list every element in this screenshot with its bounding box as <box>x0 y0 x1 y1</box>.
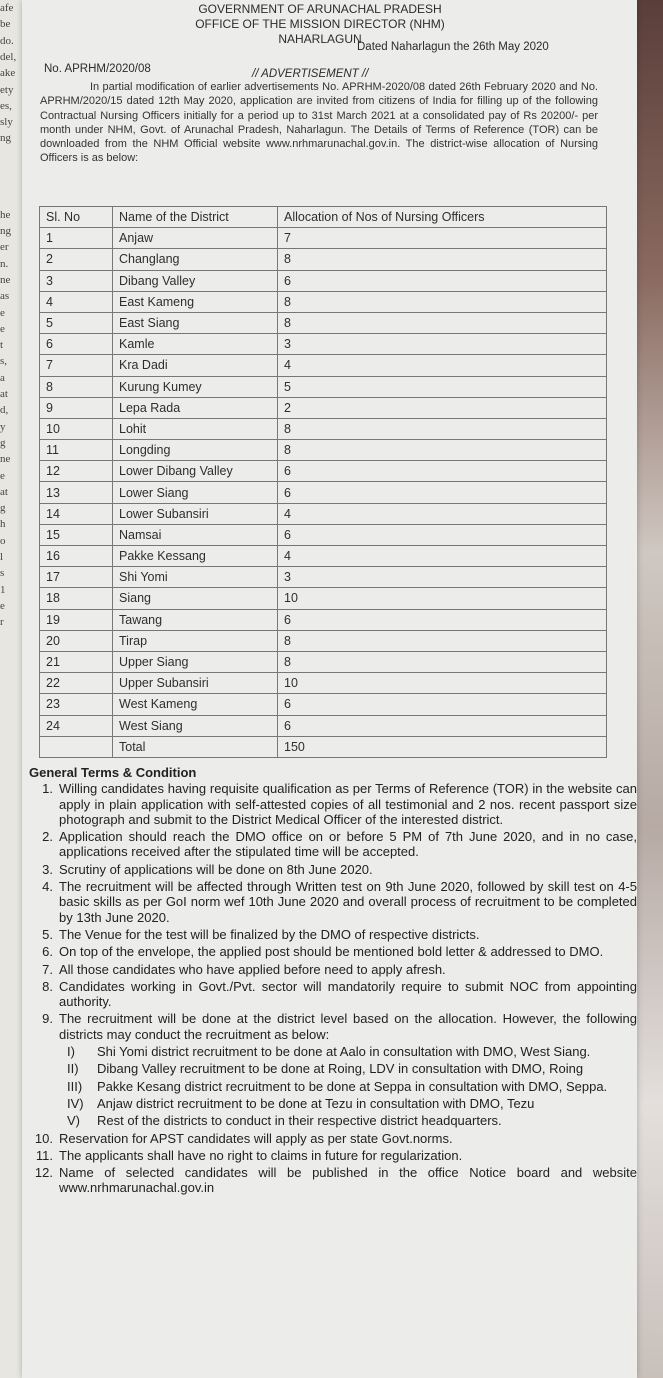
term-item <box>27 979 637 1010</box>
slno-cell: 20 <box>40 630 113 651</box>
term-number: 10. <box>34 1130 53 1146</box>
allocation-cell: 8 <box>278 291 607 312</box>
allocation-cell: 6 <box>278 609 607 630</box>
govt-title: GOVERNMENT OF ARUNACHAL PRADESH <box>198 2 442 16</box>
district-cell: East Kameng <box>113 291 278 312</box>
term-number: 4. <box>42 879 53 895</box>
allocation-table <box>39 206 607 758</box>
district-cell: Anjaw <box>113 228 278 249</box>
district-cell: Pakke Kessang <box>113 546 278 567</box>
terms-list <box>27 781 637 1195</box>
edge-fragment: a <box>0 371 5 384</box>
table-row <box>40 228 607 249</box>
slno-cell: 18 <box>40 588 113 609</box>
edge-fragment: er <box>0 241 9 254</box>
table-header-row <box>40 207 607 228</box>
table-row <box>40 524 607 545</box>
table-row <box>40 397 607 418</box>
allocation-cell: 3 <box>278 567 607 588</box>
allocation-cell: 8 <box>278 440 607 461</box>
slno-cell: 24 <box>40 715 113 736</box>
table-row <box>40 291 607 312</box>
slno-cell: 4 <box>40 291 113 312</box>
table-row <box>40 270 607 291</box>
term-number: 12. <box>34 1165 53 1181</box>
term-text: Dibang Valley recruitment to be done at Roing, LDV in consultation with DMO, Roing <box>97 1061 584 1077</box>
term-text: The applicants shall have no right to claims in future for regularization. <box>59 1147 463 1163</box>
allocation-cell: 6 <box>278 524 607 545</box>
slno-cell: 8 <box>40 376 113 397</box>
slno-cell: 7 <box>40 355 113 376</box>
term-number: 3. <box>42 861 53 877</box>
edge-fragment: afe <box>0 2 14 14</box>
edge-fragment: r <box>0 616 4 629</box>
term-item <box>27 829 637 860</box>
district-cell: Kra Dadi <box>113 355 278 376</box>
slno-cell: 21 <box>40 651 113 672</box>
office-location: NAHARLAGUN <box>278 32 362 46</box>
term-number: 1. <box>42 781 53 797</box>
table-row <box>40 715 607 736</box>
edge-fragment: g <box>0 436 6 449</box>
slno-cell: 5 <box>40 312 113 333</box>
table-row <box>40 567 607 588</box>
edge-fragment: e <box>0 306 5 319</box>
term-number: 2. <box>42 829 53 845</box>
slno-cell: 19 <box>40 609 113 630</box>
term-text: Shi Yomi district recruitment to be done at Aalo in consultation with DMO, West Siang. <box>97 1044 591 1060</box>
slno-cell: 12 <box>40 461 113 482</box>
table-row <box>40 376 607 397</box>
notice-paper <box>22 0 637 1378</box>
edge-fragment: do. <box>0 34 14 47</box>
term-number: V) <box>67 1113 80 1129</box>
district-cell: Tirap <box>113 630 278 651</box>
slno-cell: 13 <box>40 482 113 503</box>
term-number: I) <box>67 1044 75 1060</box>
slno-cell: 22 <box>40 673 113 694</box>
table-row <box>40 461 607 482</box>
term-item <box>27 862 637 877</box>
allocation-cell: 6 <box>278 270 607 291</box>
allocation-cell: 6 <box>278 715 607 736</box>
district-cell: Upper Siang <box>113 651 278 672</box>
edge-fragment: t <box>0 339 4 352</box>
allocation-cell: 10 <box>278 673 607 694</box>
table-row <box>40 482 607 503</box>
total-value: 150 <box>278 736 607 757</box>
table-row <box>40 312 607 333</box>
edge-fragment: es, <box>0 99 12 112</box>
table-row <box>40 609 607 630</box>
edge-fragment: s <box>0 567 5 580</box>
term-item <box>27 1148 637 1163</box>
district-cell: Lower Dibang Valley <box>113 461 278 482</box>
slno-cell: 9 <box>40 397 113 418</box>
term-number: 11. <box>35 1147 53 1163</box>
term-number: IV) <box>67 1095 84 1111</box>
edge-fragment: h <box>0 518 6 531</box>
edge-fragment: at <box>0 485 8 498</box>
edge-fragment: at <box>0 388 8 400</box>
term-item <box>27 1165 637 1196</box>
table-total-row <box>40 736 607 757</box>
slno-cell: 16 <box>40 546 113 567</box>
header-allocation: Allocation of Nos of Nursing Officers <box>278 207 607 228</box>
header-district: Name of the District <box>113 207 278 228</box>
district-cell: Longding <box>113 440 278 461</box>
allocation-cell: 4 <box>278 355 607 376</box>
term-sub-item <box>67 1096 637 1111</box>
edge-fragment: be <box>0 18 11 31</box>
table-row <box>40 418 607 439</box>
term-text: Name of selected candidates will be published in the office Notice board and website www.nrhmarunachal.gov.in <box>59 1165 637 1196</box>
slno-cell: 10 <box>40 418 113 439</box>
allocation-cell: 8 <box>278 630 607 651</box>
term-text: All those candidates who have applied before need to apply afresh. <box>59 961 446 977</box>
term-sub-item <box>67 1044 637 1059</box>
table-row <box>40 651 607 672</box>
district-cell: Lepa Rada <box>113 397 278 418</box>
term-number: 8. <box>42 978 53 994</box>
edge-fragment: e <box>0 322 5 335</box>
edge-fragment: ety <box>0 83 14 96</box>
district-cell: Namsai <box>113 524 278 545</box>
district-cell: Tawang <box>113 609 278 630</box>
table-row <box>40 694 607 715</box>
edge-fragment: sly <box>0 116 13 129</box>
term-item <box>27 944 637 959</box>
term-sub-item <box>67 1079 637 1094</box>
edge-fragment: o <box>0 534 6 547</box>
district-cell: Lohit <box>113 418 278 439</box>
term-text: Application should reach the DMO office on or before 5 PM of 7th June 2020, and in no case, applications received after the stipulated time will be accepted. <box>59 829 637 860</box>
table-row <box>40 546 607 567</box>
term-number: III) <box>67 1078 83 1094</box>
total-empty-cell <box>40 736 113 757</box>
allocation-cell: 8 <box>278 418 607 439</box>
table-row <box>40 440 607 461</box>
district-cell: Siang <box>113 588 278 609</box>
edge-fragment: ake <box>0 67 16 80</box>
district-cell: West Siang <box>113 715 278 736</box>
table-row <box>40 588 607 609</box>
term-text: Candidates working in Govt./Pvt. sector will mandatorily require to submit NOC from appointing authority. <box>59 978 637 1010</box>
slno-cell: 15 <box>40 524 113 545</box>
table-row <box>40 673 607 694</box>
allocation-cell: 4 <box>278 546 607 567</box>
term-number: II) <box>67 1061 79 1077</box>
edge-fragment: g <box>0 502 6 515</box>
term-item <box>27 1011 637 1042</box>
term-text: The Venue for the test will be finalized by the DMO of respective districts. <box>59 926 480 942</box>
term-number: 6. <box>42 944 53 960</box>
district-cell: Shi Yomi <box>113 567 278 588</box>
edge-fragment: ne <box>0 273 11 286</box>
edge-fragment: n. <box>0 257 9 270</box>
term-text: The recruitment will be affected through Written test on 9th June 2020, followed by skill test on 4-5 basic skills as per GoI norm wef 10th June 2020 and overall process of recruitment to be completed by 13th June 2020. <box>59 879 637 925</box>
allocation-cell: 8 <box>278 312 607 333</box>
edge-fragment: 1 <box>0 583 6 596</box>
table-row <box>40 630 607 651</box>
allocation-cell: 7 <box>278 228 607 249</box>
term-text: Scrutiny of applications will be done on 8th June 2020. <box>59 861 373 877</box>
terms-title: General Terms & Condition <box>29 765 197 780</box>
edge-fragment: l <box>0 551 4 563</box>
district-cell: Upper Subansiri <box>113 673 278 694</box>
slno-cell: 2 <box>40 249 113 270</box>
table-row <box>40 334 607 355</box>
slno-cell: 17 <box>40 567 113 588</box>
edge-fragment: y <box>0 420 6 433</box>
table-row <box>40 503 607 524</box>
edge-fragment: d, <box>0 404 9 417</box>
district-cell: West Kameng <box>113 694 278 715</box>
district-cell: Changlang <box>113 249 278 270</box>
term-item <box>27 1131 637 1146</box>
slno-cell: 1 <box>40 228 113 249</box>
term-text: Anjaw district recruitment to be done at Tezu in consultation with DMO, Tezu <box>97 1095 535 1111</box>
term-item <box>27 927 637 942</box>
table-row <box>40 355 607 376</box>
term-item <box>27 962 637 977</box>
district-cell: East Siang <box>113 312 278 333</box>
table-row <box>40 249 607 270</box>
slno-cell: 23 <box>40 694 113 715</box>
edge-fragment: ng <box>0 132 11 145</box>
edge-fragment: e <box>0 599 5 612</box>
allocation-cell: 8 <box>278 249 607 270</box>
slno-cell: 11 <box>40 440 113 461</box>
intro-paragraph: In partial modification of earlier advertisements No. APRHM-2020/08 dated 26th February 2020 and No. APRHM/2020/15 dated 12th May 2020, application are invited from citizens of India for filling up of the following Contractual Nursing Officers initially for a period up to 31st March 2021 at a consolidated pay of Rs 20200/- per month under NHM, Govt. of Arunachal Pradesh, Naharlagun. The Details of Terms of Reference (TOR) can be downloaded from the NHM Official website www.nrhmarunachal.gov.in. The district-wise allocation of Nursing Officers is as below: <box>40 81 598 165</box>
allocation-cell: 10 <box>278 588 607 609</box>
term-sub-item <box>67 1113 637 1128</box>
edge-fragment: del, <box>0 50 17 63</box>
edge-fragment: he <box>0 208 11 221</box>
date-line: Dated Naharlagun the 26th May 2020 <box>357 41 549 53</box>
district-cell: Kamle <box>113 334 278 355</box>
district-cell: Lower Siang <box>113 482 278 503</box>
office-title: OFFICE OF THE MISSION DIRECTOR (NHM) <box>195 17 445 31</box>
reference-number: No. APRHM/2020/08 <box>44 63 151 75</box>
term-text: Pakke Kesang district recruitment to be done at Seppa in consultation with DMO, Seppa. <box>97 1078 608 1094</box>
allocation-cell: 5 <box>278 376 607 397</box>
edge-fragment: as <box>0 290 10 303</box>
slno-cell: 14 <box>40 503 113 524</box>
header-slno: Sl. No <box>40 207 113 228</box>
term-text: Reservation for APST candidates will apply as per state Govt.norms. <box>59 1130 453 1146</box>
term-number: 7. <box>42 961 53 977</box>
total-label: Total <box>113 736 278 757</box>
term-text: On top of the envelope, the applied post should be mentioned bold letter & addressed to DMO. <box>59 944 604 960</box>
term-text: The recruitment will be done at the district level based on the allocation. However, the following districts may conduct the recruitment as below: <box>59 1011 637 1042</box>
allocation-cell: 3 <box>278 334 607 355</box>
advertisement-heading: // ADVERTISEMENT // <box>252 68 369 80</box>
district-cell: Kurung Kumey <box>113 376 278 397</box>
allocation-cell: 4 <box>278 503 607 524</box>
terms-section <box>27 765 637 1198</box>
term-item <box>27 879 637 925</box>
term-sub-item <box>67 1061 637 1076</box>
edge-fragment: s, <box>0 355 8 368</box>
district-cell: Dibang Valley <box>113 270 278 291</box>
slno-cell: 6 <box>40 334 113 355</box>
term-number: 9. <box>42 1011 53 1027</box>
term-number: 5. <box>42 926 53 942</box>
district-cell: Lower Subansiri <box>113 503 278 524</box>
term-text: Willing candidates having requisite qualification as per Terms of Reference (TOR) in the website can apply in plain application with self-attested copies of all testimonial and 2 nos. recent passport size photograph and submit to the District Medical Officer of the interested district. <box>59 781 637 827</box>
edge-fragment: ng <box>0 225 11 237</box>
term-text: Rest of the districts to conduct in their respective district headquarters. <box>97 1113 502 1129</box>
edge-fragment: ne <box>0 453 11 466</box>
allocation-cell: 6 <box>278 694 607 715</box>
allocation-cell: 8 <box>278 651 607 672</box>
term-item <box>27 781 637 827</box>
allocation-cell: 6 <box>278 461 607 482</box>
edge-fragment: e <box>0 469 5 482</box>
allocation-cell: 2 <box>278 397 607 418</box>
slno-cell: 3 <box>40 270 113 291</box>
allocation-cell: 6 <box>278 482 607 503</box>
